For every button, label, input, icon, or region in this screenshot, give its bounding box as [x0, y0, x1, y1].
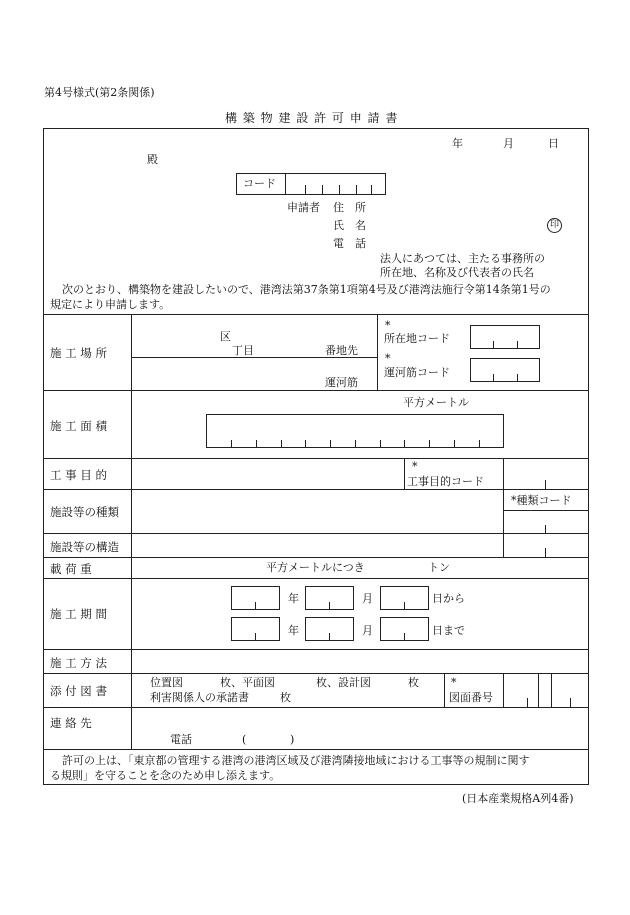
type-code-label: *種類コード [511, 494, 572, 507]
location-ward[interactable]: 区 [220, 330, 231, 343]
drawing-number-mark: * [451, 676, 457, 689]
label-contact: 連 絡 先 [50, 716, 92, 730]
load-per-sqm: 平方メートルにつき [266, 561, 365, 574]
applicant-phone[interactable]: 電 話 [333, 237, 366, 250]
applicant-name[interactable]: 氏 名 [333, 219, 366, 232]
addressee: 殿 [147, 153, 158, 166]
attach-design: 枚、設計図 [316, 676, 371, 689]
paper-size-note: (日本産業規格A列4番) [462, 792, 574, 805]
area-unit: 平方メートル [403, 396, 469, 409]
date-year[interactable]: 年 [452, 137, 463, 150]
location-code-mark: * [385, 319, 391, 332]
purpose-code-label: 工事目的コード [407, 475, 484, 488]
start-year-label: 年 [288, 592, 299, 605]
form-title: 構 築 物 建 設 許 可 申 請 書 [225, 111, 399, 125]
canal-code-box[interactable] [470, 358, 540, 382]
seal-mark: 印 [547, 218, 562, 233]
corporate-note-line2: 所在地、名称及び代表者の氏名 [380, 266, 534, 279]
location-code-label: 所在地コード [384, 332, 450, 345]
drawing-number-label: 図面番号 [449, 691, 493, 704]
label-purpose: 工 事 目 的 [50, 468, 107, 482]
load-ton: トン [428, 561, 450, 574]
attach-location-map: 位置図 [150, 676, 183, 689]
contact-paren-close: ) [290, 733, 295, 746]
attach-consent-sheets: 枚 [280, 691, 291, 704]
start-month-label: 月 [362, 592, 373, 605]
label-method: 施 工 方 法 [50, 656, 107, 670]
intro-line2: 規定により申請します。 [50, 298, 171, 311]
label-location: 施 工 場 所 [50, 346, 107, 360]
end-month-label: 月 [362, 624, 373, 637]
label-area: 施 工 面 積 [50, 419, 107, 433]
purpose-code-mark: * [412, 460, 418, 473]
footer-line2: る規則」を守ることを念のため申し添えます。 [50, 769, 281, 782]
contact-phone-label: 電話 [170, 733, 192, 746]
date-day[interactable]: 日 [548, 137, 559, 150]
location-banchi[interactable]: 番地先 [325, 344, 358, 357]
code-label: コード [243, 177, 276, 190]
label-attachments: 添 付 図 書 [50, 684, 107, 698]
attach-plan: 枚、平面図 [220, 676, 275, 689]
label-facility-type: 施設等の種類 [50, 505, 119, 519]
applicant-label: 申請者 [287, 201, 320, 214]
end-year-label: 年 [288, 624, 299, 637]
applicant-address[interactable]: 住 所 [333, 201, 366, 214]
label-load: 載 荷 重 [50, 562, 92, 576]
location-canal[interactable]: 運河筋 [325, 376, 358, 389]
label-facility-structure: 施設等の構造 [50, 540, 119, 554]
canal-code-label: 運河筋コード [384, 366, 450, 379]
attach-sheets: 枚 [408, 676, 419, 689]
corporate-note-line1: 法人にあつては、主たる事務所の [380, 252, 545, 265]
end-until-label: 日まで [432, 624, 465, 637]
canal-code-mark: * [385, 352, 391, 365]
footer-line1: 許可の上は、「東京都の管理する港湾の港湾区域及び港湾隣接地域における工事等の規制に関す [62, 754, 530, 767]
location-code-box[interactable] [470, 325, 540, 349]
start-from-label: 日から [432, 592, 465, 605]
location-chome[interactable]: 丁目 [232, 344, 254, 357]
form-number: 第4号様式(第2条関係) [44, 86, 155, 99]
label-period: 施 工 期 間 [50, 607, 107, 621]
date-month[interactable]: 月 [503, 137, 514, 150]
attach-consent: 利害関係人の承諾書 [150, 691, 249, 704]
contact-paren-open: ( [242, 733, 247, 746]
intro-line1: 次のとおり、構築物を建設したいので、港湾法第37条第1項第4号及び港湾法施行令第14条第1号の [62, 283, 551, 296]
